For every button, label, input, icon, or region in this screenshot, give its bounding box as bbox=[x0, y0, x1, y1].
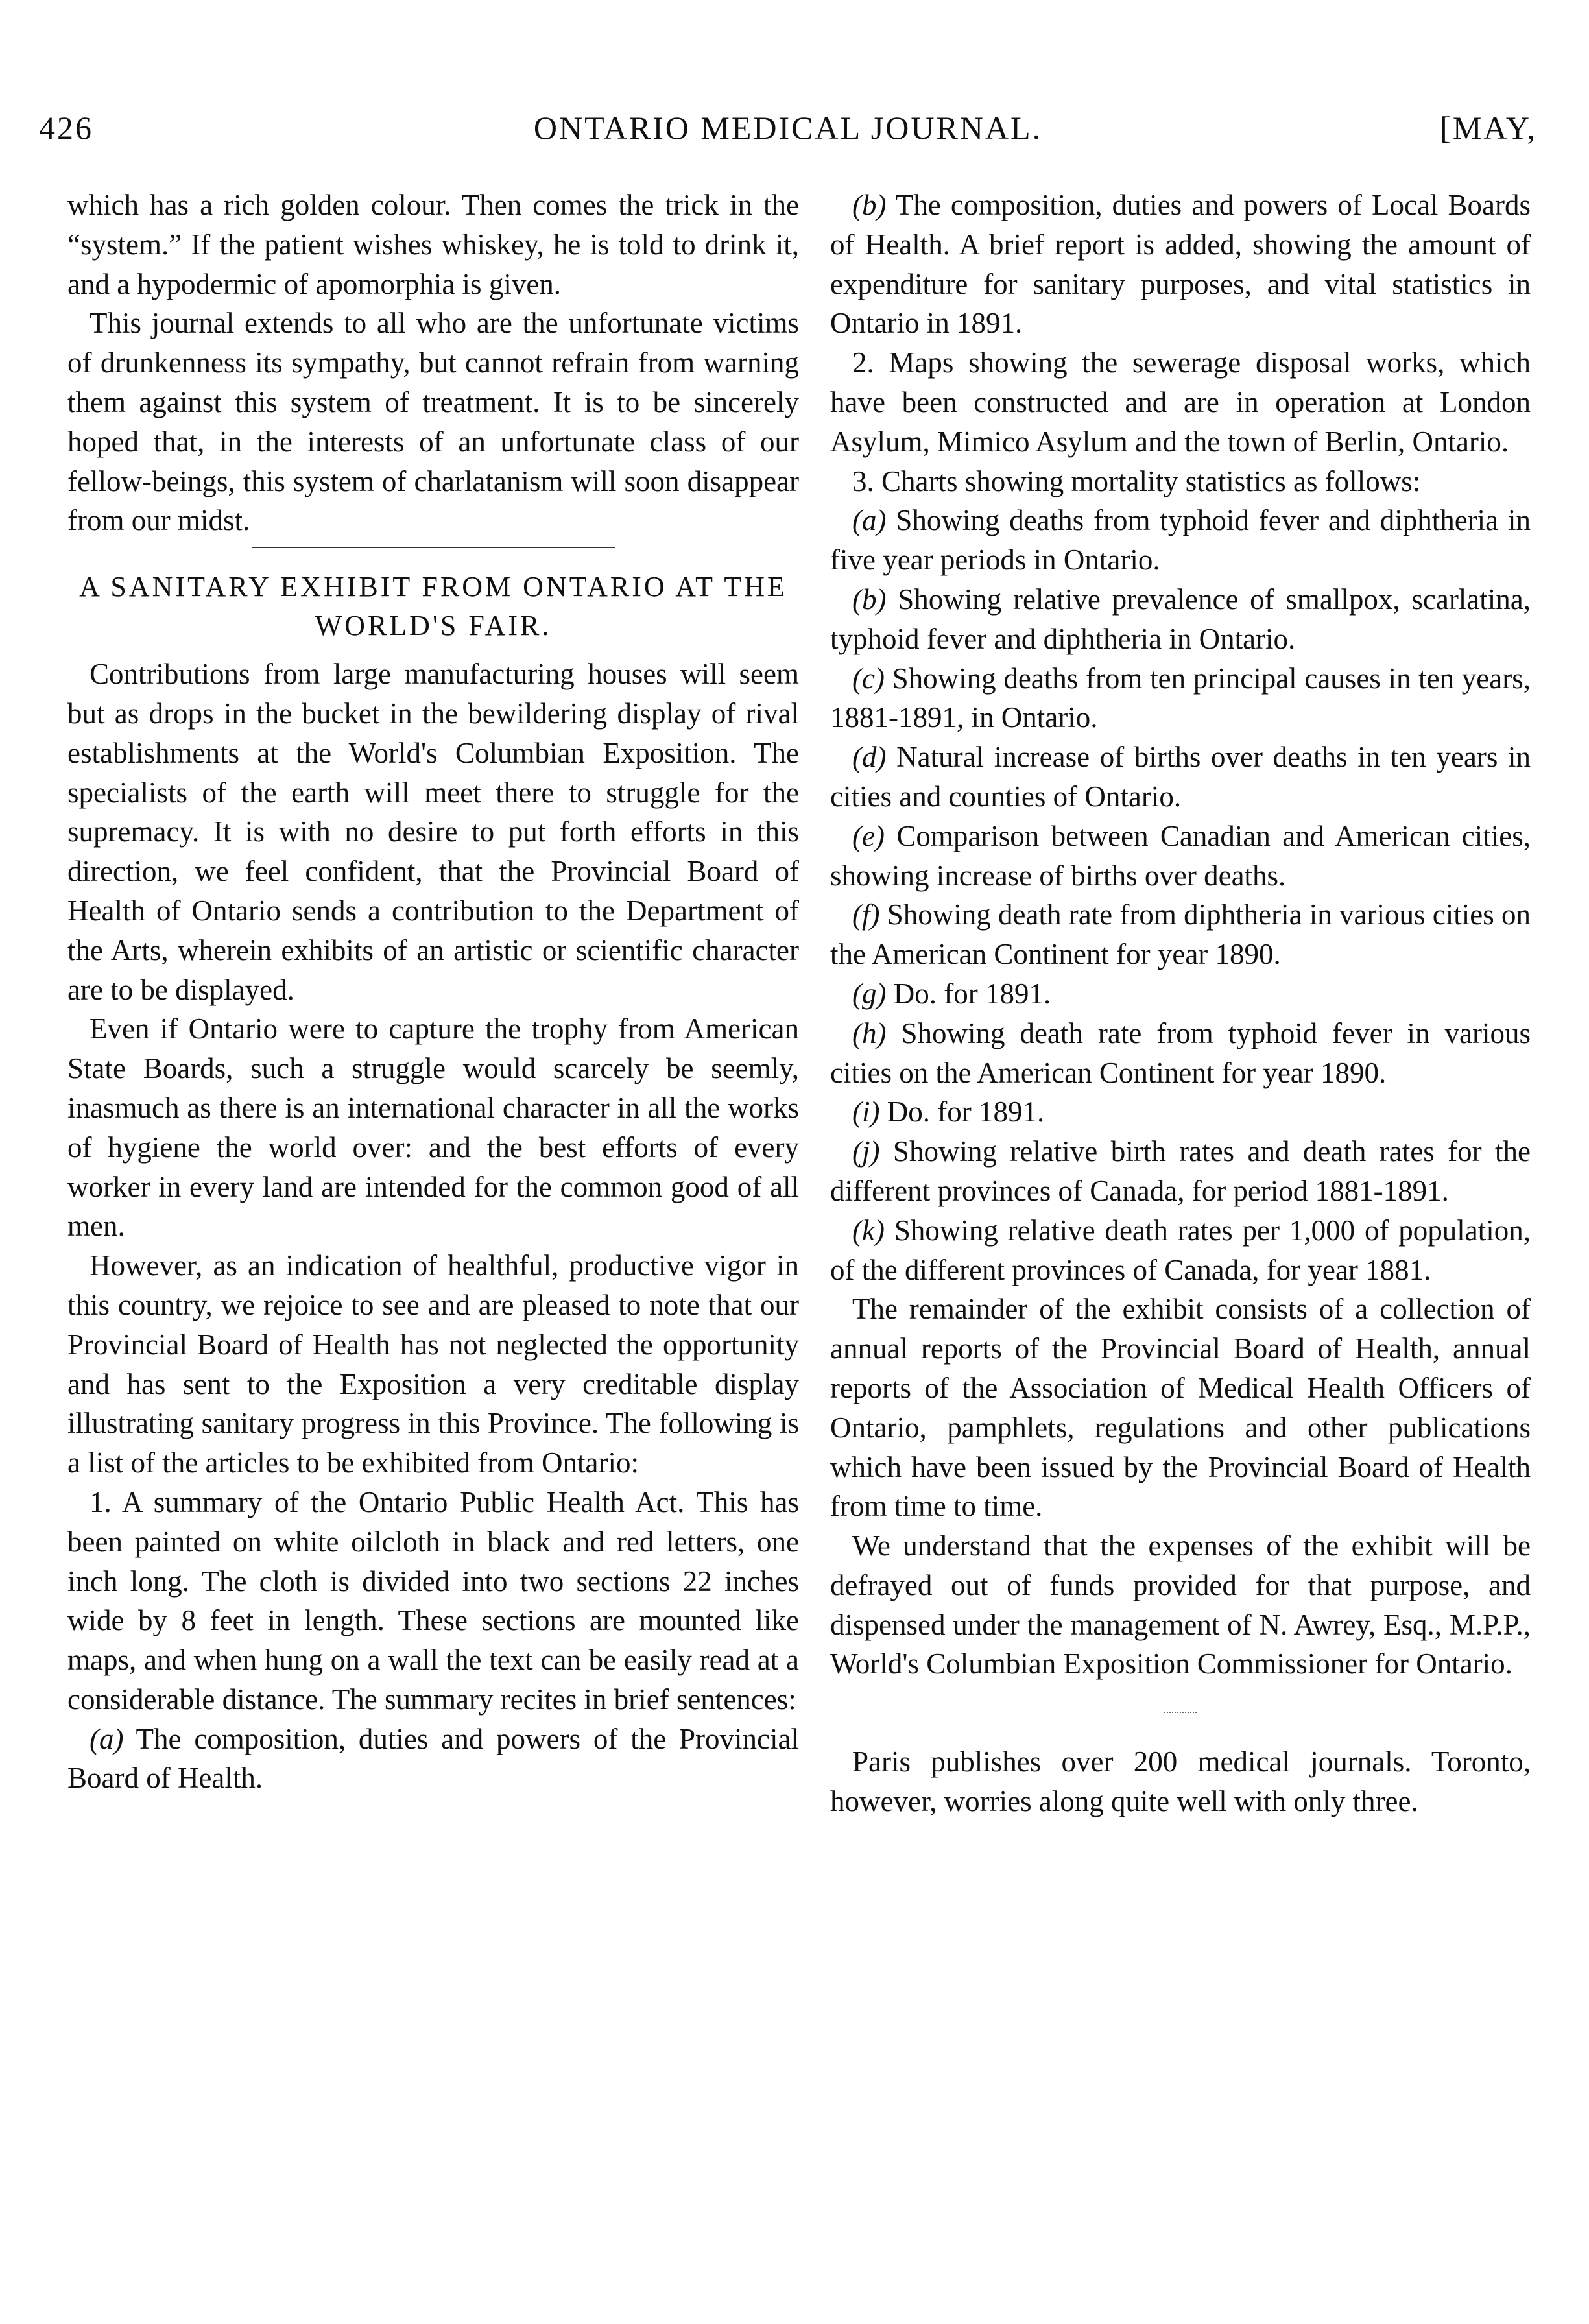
paragraph: This journal extends to all who are the unfortunate victims of drunkenness its sympathy, but cannot refrain from warning them against this system of treatment. It is to be sincerely hoped that, in the interests of an unfortunate class of our fellow-beings, this system of charlatanism will soon disappear from our midst. bbox=[67, 307, 799, 537]
page-number: 426 bbox=[39, 110, 93, 146]
item-label: (b) bbox=[852, 582, 887, 616]
item-label: (i) bbox=[852, 1096, 880, 1129]
list-item bbox=[830, 1132, 1531, 1211]
item-text: Showing relative death rates per 1,000 of population, of the different provinces of Canada, for year 1881. bbox=[830, 1214, 1531, 1286]
issue-month: [MAY, bbox=[1440, 110, 1537, 146]
list-item bbox=[830, 737, 1531, 817]
item-label: (c) bbox=[852, 662, 885, 695]
item-label: (a) bbox=[90, 1722, 124, 1755]
running-header bbox=[39, 109, 1537, 154]
list-item bbox=[830, 817, 1531, 896]
item-label: (k) bbox=[852, 1214, 885, 1247]
paragraph: 1. A summary of the Ontario Public Health Act. This has been painted on white oilcloth in black and red letters, one inch long. The cloth is divided into two sections 22 inches wide by 8 feet in length. These sections are mounted like maps, and when hung on a wall the text can be easily read at a considerable distance. The summary recites in brief sentences: bbox=[67, 1485, 799, 1716]
paragraph: which has a rich golden colour. Then comes the trick in the “system.” If the patient wishes whiskey, he is told to drink it, and a hypodermic of apomorphia is given. bbox=[67, 189, 799, 300]
item-text: Showing death rate from typhoid fever in various cities on the American Continent for year 1890. bbox=[830, 1016, 1531, 1089]
item-text: Showing death rate from diphtheria in various cities on the American Continent for year 1890. bbox=[830, 898, 1531, 971]
list-item bbox=[830, 186, 1531, 343]
journal-title: ONTARIO MEDICAL JOURNAL. bbox=[533, 110, 1043, 146]
list-item bbox=[830, 580, 1531, 659]
right-column bbox=[830, 186, 1531, 1821]
section-divider bbox=[252, 547, 615, 548]
left-column bbox=[67, 186, 799, 1798]
item-label: (e) bbox=[852, 819, 885, 852]
article-heading: A SANITARY EXHIBIT FROM ONTARIO AT THE WORLD'S FAIR. bbox=[79, 571, 787, 642]
list-item bbox=[830, 1211, 1531, 1290]
list-item bbox=[67, 1719, 799, 1799]
item-text: The composition, duties and powers of Local Boards of Health. A brief report is added, showing the amount of expenditure for sanitary purposes, and vital statistics in Ontario in 1891. bbox=[830, 189, 1531, 340]
paragraph: The remainder of the exhibit consists of a collection of annual reports of the Provincial Board of Health, annual reports of the Association of Medical Health Officers of Ontario, pamphlets, regulations and other publications which have been issued by the Provincial Board of Health from time to time. bbox=[830, 1293, 1531, 1523]
item-text: Do. for 1891. bbox=[893, 977, 1051, 1010]
paragraph: Even if Ontario were to capture the trophy from American State Boards, such a struggle would scarcely be seemly, inasmuch as there is an international character in all the works of hygiene the world over: and the best efforts of every worker in every land are intended for the common good of all men. bbox=[67, 1012, 799, 1243]
item-label: (h) bbox=[852, 1016, 887, 1049]
item-label: (b) bbox=[852, 189, 887, 221]
list-item: 2. Maps showing the sewerage disposal works, which have been constructed and are in operation at London Asylum, Mimico Asylum and the town of Berlin, Ontario. bbox=[830, 346, 1531, 458]
item-label: (g) bbox=[852, 977, 887, 1010]
item-label: (a) bbox=[852, 504, 887, 537]
paragraph: Paris publishes over 200 medical journals. Toronto, however, worries along quite well with only three. bbox=[830, 1745, 1531, 1818]
item-text: Natural increase of births over deaths in ten years in cities and counties of Ontario. bbox=[830, 741, 1531, 813]
list-item bbox=[830, 501, 1531, 580]
paragraph: Contributions from large manufacturing houses will seem but as drops in the bucket in the bewildering display of rival establishments at the World's Columbian Exposition. The specialists of the earth will meet there to struggle for the supremacy. It is with no desire to put forth efforts in this direction, we feel confident, that the Provincial Board of Health of Ontario sends a contribution to the Department of the Arts, wherein exhibits of an artistic or scientific character are to be displayed. bbox=[67, 658, 799, 1006]
list-item bbox=[830, 1014, 1531, 1093]
item-text: Showing relative birth rates and death rates for the different provinces of Canada, for period 1881-1891. bbox=[830, 1135, 1531, 1207]
paragraph: We understand that the expenses of the exhibit will be defrayed out of funds provided for that purpose, and dispensed under the management of N. Awrey, Esq., M.P.P., World's Columbian Exposition Commissioner for Ontario. bbox=[830, 1529, 1531, 1681]
item-text: Showing relative prevalence of smallpox, scarlatina, typhoid fever and diphtheria in Ontario. bbox=[830, 582, 1531, 655]
paragraph: However, as an indication of healthful, productive vigor in this country, we rejoice to see and are pleased to note that our Provincial Board of Health has not neglected the opportunity and has sent to the Exposition a very creditable display illustrating sanitary progress in this Province. The following is a list of the articles to be exhibited from Ontario: bbox=[67, 1249, 799, 1479]
list-item bbox=[830, 974, 1531, 1014]
list-item bbox=[830, 1092, 1531, 1132]
section-divider bbox=[830, 1684, 1531, 1742]
list-item bbox=[830, 659, 1531, 738]
item-label: (j) bbox=[852, 1135, 880, 1168]
item-label: (f) bbox=[852, 898, 880, 931]
item-label: (d) bbox=[852, 741, 887, 774]
item-text: The composition, duties and powers of the Provincial Board of Health. bbox=[67, 1722, 799, 1795]
item-text: Showing deaths from ten principal causes in ten years, 1881-1891, in Ontario. bbox=[830, 662, 1531, 734]
item-text: Showing deaths from typhoid fever and diphtheria in five year periods in Ontario. bbox=[830, 504, 1531, 577]
list-item: 3. Charts showing mortality statistics as follows: bbox=[852, 464, 1421, 497]
item-text: Do. for 1891. bbox=[887, 1096, 1045, 1129]
list-item bbox=[830, 895, 1531, 974]
item-text: Comparison between Canadian and American cities, showing increase of births over deaths. bbox=[830, 819, 1531, 892]
